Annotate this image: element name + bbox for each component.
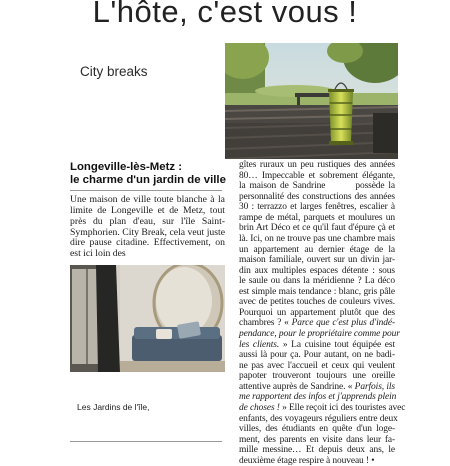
text-line <box>239 392 395 403</box>
text-span: » Elle reçoit ici des touristes avec <box>279 402 406 413</box>
text-line <box>239 202 395 213</box>
text-gap <box>325 182 355 190</box>
text-span: chambres ? « <box>239 318 292 329</box>
section-label: City breaks <box>80 64 148 79</box>
text-span: rampe de métal, parquets et moulures un <box>239 212 395 223</box>
title-divider <box>70 190 222 191</box>
photo-caption: Les Jardins de l'île, <box>77 402 150 412</box>
garden-lantern-image <box>225 43 398 159</box>
text-span: din aux multiples espaces détente : sous <box>239 265 395 276</box>
text-span: le saule ou dans la méridienne ? La déco <box>239 276 395 287</box>
text-line <box>239 456 395 466</box>
text-line <box>239 350 395 361</box>
text-line <box>239 424 395 435</box>
text-line <box>239 402 406 414</box>
text-line <box>239 287 395 298</box>
text-line <box>239 160 395 171</box>
quote-span: Parce que c'est plus d'indé- <box>291 318 395 329</box>
text-line <box>239 255 395 266</box>
left-column-text: Une maison de ville toute blanche à la limite de Longeville et de Metz, tout près du plan d'eau, sur l'île Saint-Symphorien. City Break, cela veut juste dire pause citadine. Effectivement, on est ici loin des <box>70 194 225 260</box>
text-line <box>239 340 395 351</box>
right-column-text <box>239 160 406 466</box>
quote-span: me rapportent des infos et j'apprends plein <box>239 392 397 403</box>
page-headline: L'hôte, c'est vous ! <box>92 0 358 29</box>
text-span: gîtes ruraux un peu rustiques des années <box>239 160 395 170</box>
living-room-photo <box>70 265 225 372</box>
text-line <box>239 308 395 319</box>
text-line <box>239 192 395 203</box>
text-span: papoter trouveront toujours une oreille <box>239 371 395 382</box>
text-span: là. Ici, on ne trouve pas une chambre mais <box>239 233 395 244</box>
text-line <box>239 213 395 224</box>
text-span: possède la <box>355 181 395 192</box>
text-line <box>239 171 395 182</box>
text-line <box>239 266 395 277</box>
text-span: ne pas avec l'accueil et ceux qui veulent <box>239 360 395 371</box>
article-title <box>70 161 230 187</box>
text-line <box>239 234 395 245</box>
text-span: personnalité des constructions des années <box>239 191 395 202</box>
text-span: attentive auprès de Sandrine. « <box>239 381 355 392</box>
text-span: villes, des étudiants en quête d'un loge- <box>239 424 395 435</box>
text-line <box>239 445 395 456</box>
text-span: un appartement au dernier étage de la <box>239 244 395 255</box>
text-span: aussi là pour ça. Pour autant, on ne badi- <box>239 350 395 361</box>
text-span: deuxième étage respire à nouveau ! • <box>239 455 375 466</box>
text-line <box>239 361 395 372</box>
text-line <box>239 329 400 340</box>
text-line <box>239 382 395 393</box>
article-title-line-1: Longeville-lès-Metz : <box>70 161 183 173</box>
text-line <box>239 435 395 446</box>
text-line <box>239 276 395 287</box>
text-line <box>239 223 395 234</box>
quote-span: de choses ! <box>239 402 280 413</box>
bottom-divider <box>70 441 222 442</box>
article-title-line-2: le charme d'un jardin de ville <box>70 174 226 186</box>
text-span: est simple mais tendance : blanc, gris pâle <box>239 286 395 297</box>
quote-span: les clients. <box>239 339 280 350</box>
living-room-image <box>70 265 225 372</box>
text-line <box>239 245 395 256</box>
text-line <box>239 371 395 382</box>
text-span: » La cuisine tout équipée est <box>279 339 395 350</box>
text-span: 30 : terrazzo et larges fenêtres, escalier à <box>239 202 395 213</box>
quote-span: Parfois, ils <box>354 381 395 392</box>
text-span: mille messine… Et depuis deux ans, le <box>239 445 395 456</box>
text-span: maison familiale, ouvert sur un divin jar- <box>239 255 395 266</box>
garden-lantern-photo <box>225 43 398 159</box>
text-span: 80… Impeccable et sobrement élégante, <box>239 170 395 181</box>
text-span: enfants, des voyageurs réguliers entre deux <box>239 413 398 424</box>
quote-span: pendance, pour le propriétaire comme pour <box>239 329 400 339</box>
text-line <box>239 318 395 329</box>
text-line <box>239 413 398 425</box>
text-span: avec de petites touches de couleurs vives. <box>239 297 395 308</box>
text-span: la maison de Sandrine <box>239 181 326 192</box>
text-span: Pourquoi un appartement plutôt que des <box>239 307 395 318</box>
text-span: brin Art Déco et ce qu'il faut d'épure çà et <box>239 223 395 234</box>
text-line <box>239 181 395 192</box>
text-span: ment, des parents en visite dans leur fa- <box>239 434 395 445</box>
text-line <box>239 297 395 308</box>
